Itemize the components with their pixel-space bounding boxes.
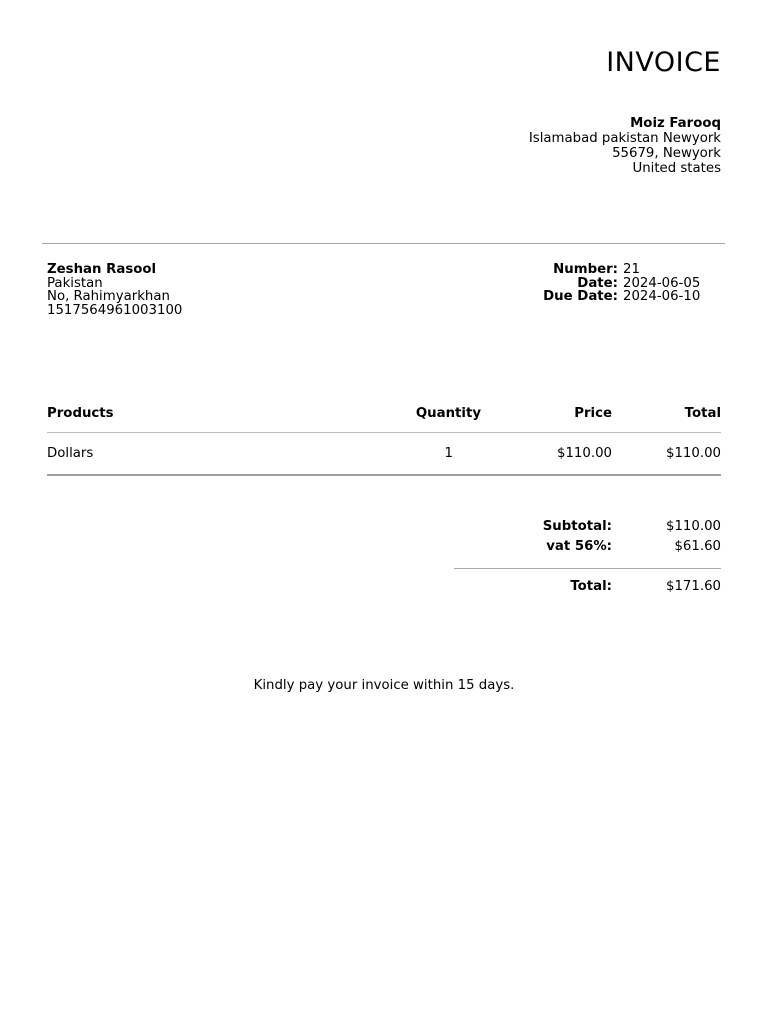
invoice-date-label: Date:: [577, 275, 618, 291]
subtotal-label: Subtotal:: [542, 519, 612, 534]
vat-label: vat 56%:: [546, 539, 612, 554]
row-price: $110.00: [557, 446, 612, 461]
invoice-number-label: Number:: [553, 262, 618, 277]
vat-value: $61.60: [674, 539, 721, 554]
total-row: [454, 577, 721, 597]
table-row: [47, 444, 721, 464]
sender-name: Moiz Farooq: [630, 116, 721, 131]
invoice-date-value: 2024-06-05: [623, 275, 701, 291]
header-price: Price: [574, 406, 612, 421]
row-total: $110.00: [666, 446, 721, 461]
table-header-divider: [47, 432, 721, 433]
client-name: Zeshan Rasool: [47, 262, 157, 277]
totals-divider: [454, 568, 721, 569]
client-block: [47, 263, 182, 317]
header-products: Products: [47, 406, 114, 421]
invoice-title: INVOICE: [606, 47, 721, 78]
invoice-due-date-label: Due Date:: [543, 289, 618, 304]
total-value: $171.60: [666, 579, 721, 594]
client-line-3: 1517564961003100: [47, 302, 183, 318]
sender-address-line-2: 55679, Newyork: [612, 146, 721, 161]
table-bottom-divider: [47, 474, 721, 476]
invoice-number-value: 21: [623, 262, 640, 277]
header-divider: [42, 243, 725, 244]
invoice-meta-labels: [543, 263, 618, 304]
vat-row: [454, 537, 721, 557]
client-line-2: No, Rahimyarkhan: [47, 289, 170, 304]
sender-block: [529, 116, 721, 176]
client-line-1: Pakistan: [47, 275, 103, 291]
row-product: Dollars: [47, 446, 94, 461]
sender-address-line-3: United states: [632, 161, 721, 176]
subtotal-value: $110.00: [666, 519, 721, 534]
invoice-due-date-value: 2024-06-10: [623, 289, 701, 304]
subtotal-row: [454, 517, 721, 537]
row-quantity: 1: [444, 446, 453, 461]
total-label: Total:: [570, 579, 612, 594]
table-header-row: [47, 404, 721, 424]
payment-note: Kindly pay your invoice within 15 days.: [253, 678, 515, 693]
invoice-meta-values: [623, 263, 700, 304]
sender-address-line-1: Islamabad pakistan Newyork: [528, 131, 721, 146]
header-total: Total: [684, 406, 721, 421]
header-quantity: Quantity: [415, 406, 481, 421]
